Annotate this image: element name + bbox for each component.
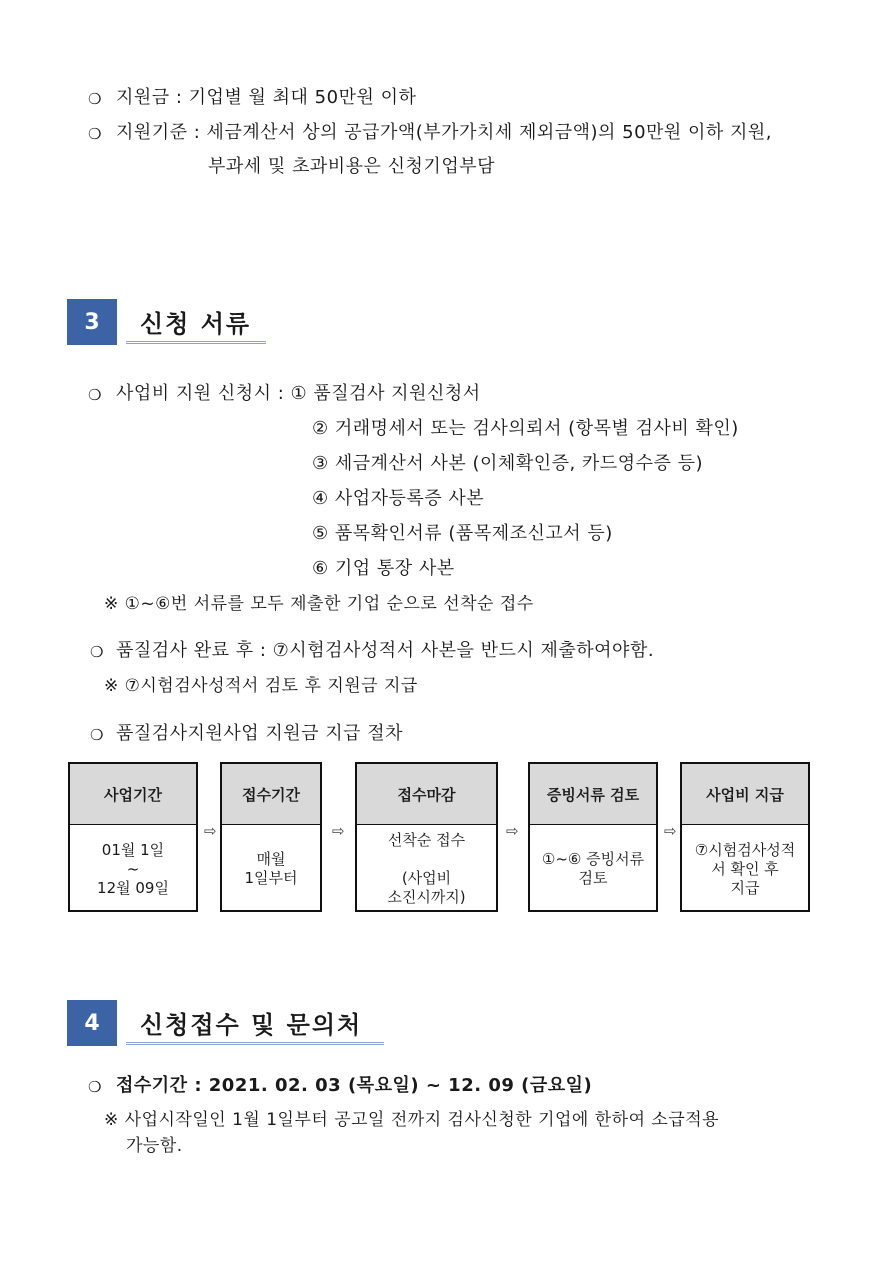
- procedure-step: [680, 762, 810, 912]
- document-item: ⑥ 기업 통장 사본: [312, 558, 455, 579]
- procedure-title: 품질검사지원사업 지원금 지급 절차: [116, 723, 403, 744]
- document-item: ② 거래명세서 또는 검사의뢰서 (항목별 검사비 확인): [312, 418, 739, 439]
- bullet-icon: ❍: [90, 726, 104, 744]
- step-body: 매월 1일부터: [244, 850, 298, 887]
- procedure-step: [355, 762, 498, 912]
- section-title: 신청 서류: [140, 310, 252, 338]
- step-body: 선착순 접수 (사업비 소진시까지): [387, 831, 466, 906]
- bullet-icon: ❍: [88, 90, 102, 108]
- bullet-icon: ❍: [90, 643, 104, 661]
- note-text: ※ ⑦시험검사성적서 검토 후 지원금 지급: [104, 676, 418, 696]
- step-body: 01월 1일 ~ 12월 09일: [97, 840, 169, 897]
- step-header: 사업기간: [70, 764, 196, 825]
- document-item: ④ 사업자등록증 사본: [312, 488, 485, 509]
- step-header: 증빙서류 검토: [530, 764, 656, 825]
- note-text-cont: 가능함.: [126, 1136, 183, 1156]
- section-number-badge: 4: [67, 1000, 117, 1046]
- section-title: 신청접수 및 문의처: [140, 1011, 363, 1039]
- after-inspection-text: 품질검사 완료 후 : ⑦시험검사성적서 사본을 반드시 제출하여야함.: [116, 640, 655, 661]
- step-header: 접수마감: [357, 764, 496, 825]
- bullet-icon: ❍: [88, 386, 102, 404]
- procedure-step: [68, 762, 198, 912]
- step-body: ①~⑥ 증빙서류 검토: [541, 850, 645, 887]
- support-criteria-cont: 부과세 및 초과비용은 신청기업부담: [208, 156, 495, 177]
- document-item: ③ 세금계산서 사본 (이체확인증, 카드영수증 등): [312, 453, 703, 474]
- procedure-step: [220, 762, 322, 912]
- bullet-icon: ❍: [88, 125, 102, 143]
- arrow-right-icon: ⇨: [506, 822, 519, 840]
- document-item: ⑤ 품목확인서류 (품목제조신고서 등): [312, 523, 613, 544]
- documents-intro: 사업비 지원 신청시 : ① 품질검사 지원신청서: [116, 383, 481, 404]
- section-underline: [126, 341, 266, 344]
- procedure-step: [528, 762, 658, 912]
- reception-period: 접수기간 : 2021. 02. 03 (목요일) ~ 12. 09 (금요일): [116, 1075, 593, 1096]
- bullet-icon: ❍: [88, 1078, 102, 1096]
- step-header: 접수기간: [222, 764, 320, 825]
- support-criteria-text: 지원기준 : 세금계산서 상의 공급가액(부가가치세 제외금액)의 50만원 이하 지원,: [116, 122, 773, 143]
- arrow-right-icon: ⇨: [332, 822, 345, 840]
- support-amount-text: 지원금 : 기업별 월 최대 50만원 이하: [116, 87, 417, 108]
- step-header: 사업비 지급: [682, 764, 808, 825]
- arrow-right-icon: ⇨: [664, 822, 677, 840]
- section-number-badge: 3: [67, 299, 117, 345]
- step-body: ⑦시험검사성적 서 확인 후 지급: [694, 840, 796, 897]
- arrow-right-icon: ⇨: [204, 822, 217, 840]
- section-underline: [126, 1042, 384, 1045]
- note-text: ※ ①~⑥번 서류를 모두 제출한 기업 순으로 선착순 접수: [104, 594, 534, 614]
- note-text: ※ 사업시작일인 1월 1일부터 공고일 전까지 검사신청한 기업에 한하여 소급적용: [104, 1110, 720, 1130]
